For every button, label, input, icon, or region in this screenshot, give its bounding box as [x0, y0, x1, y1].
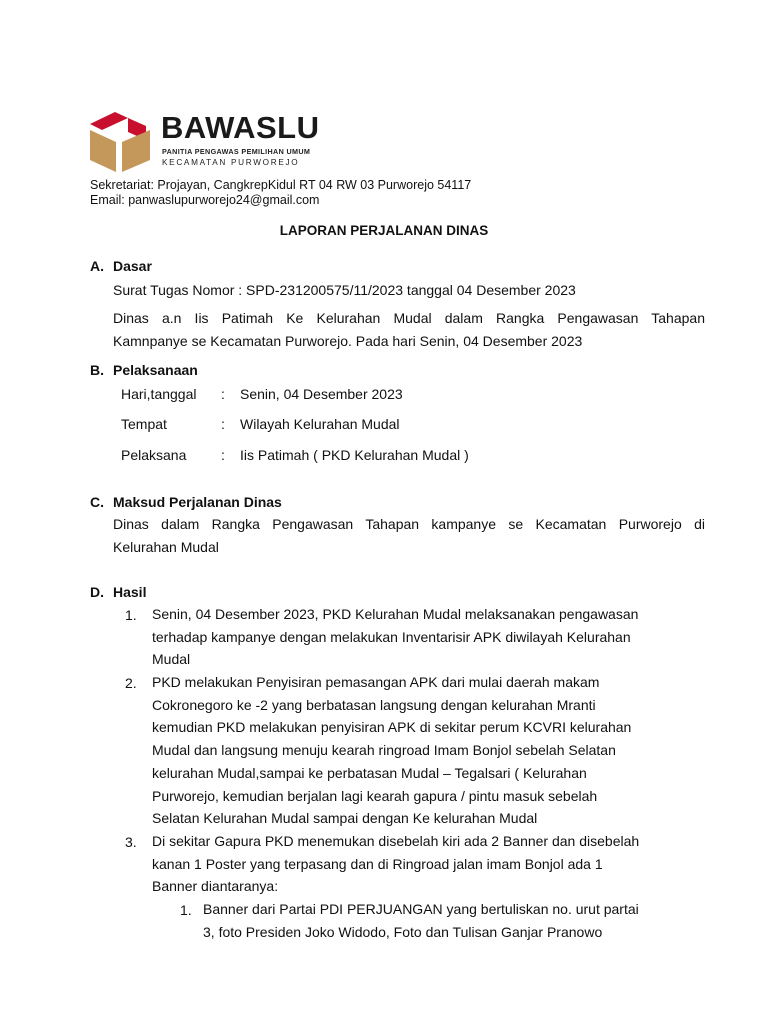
row-colon: :: [221, 447, 225, 463]
section-a-heading: [90, 258, 152, 274]
list-item-line: PKD melakukan Penyisiran pemasangan APK dari mulai daerah makam: [152, 674, 600, 690]
list-item-line: kelurahan Mudal,sampai ke perbatasan Mudal – Tegalsari ( Kelurahan: [152, 764, 587, 781]
row-label: Pelaksana: [121, 447, 187, 463]
section-title: Dasar: [113, 258, 152, 274]
list-item-line: Selatan Kelurahan Mudal sampai dengan Ke kelurahan Mudal: [152, 810, 538, 827]
row-colon: :: [221, 416, 225, 432]
email-line: Email: panwaslupurworejo24@gmail.com: [90, 193, 320, 207]
list-number: 1.: [125, 607, 137, 623]
logo-subtitle: PANITIA PENGAWAS PEMILIHAN UMUM: [162, 147, 311, 156]
row-value: Iis Patimah ( PKD Kelurahan Mudal ): [240, 447, 469, 463]
section-title: Hasil: [113, 584, 147, 600]
list-item: [152, 671, 712, 830]
row-value: Senin, 04 Desember 2023: [240, 386, 403, 402]
section-letter: C.: [90, 494, 104, 510]
list-item-line: terhadap kampanye dengan melakukan Inventarisir APK diwilayah Kelurahan: [152, 628, 631, 645]
list-item-line: Cokronegoro ke -2 yang berbatasan langsung dengan kelurahan Mranti: [152, 696, 596, 713]
row-label: Hari,tanggal: [121, 386, 197, 402]
address-line: Sekretariat: Projayan, CangkrepKidul RT 04 RW 03 Purworejo 54117: [90, 178, 472, 192]
paragraph-line: Kamnpanye se Kecamatan Purworejo. Pada hari Senin, 04 Desember 2023: [113, 333, 583, 349]
section-b-heading: [90, 362, 198, 378]
list-item-line: Purworejo, kemudian berjalan lagi kearah gapura / pintu masuk sebelah: [152, 787, 598, 804]
section-letter: B.: [90, 362, 104, 378]
list-item-line: Banner diantaranya:: [152, 878, 279, 895]
section-title: Pelaksanaan: [113, 362, 198, 378]
paragraph-line: Dinas a.n Iis Patimah Ke Kelurahan Mudal dalam Rangka Pengawasan Tahapan: [113, 310, 705, 326]
ballot-box-icon: [88, 110, 154, 174]
section-d-heading: [90, 584, 146, 600]
list-number: 3.: [125, 834, 137, 850]
section-a-paragraph: [113, 310, 705, 356]
logo-name: BAWASLU: [161, 110, 320, 145]
section-title: Maksud Perjalanan Dinas: [113, 494, 282, 510]
section-letter: D.: [90, 584, 104, 600]
list-item-line: kemudian PKD melakukan penyisiran APK di sekitar perum KCVRI kelurahan: [152, 719, 632, 736]
sub-list-item-line: Banner dari Partai PDI PERJUANGAN yang bertuliskan no. urut partai: [203, 901, 639, 917]
paragraph-line: Dinas dalam Rangka Pengawasan Tahapan kampanye se Kecamatan Purworejo di: [113, 516, 705, 532]
list-item-line: Mudal: [152, 651, 191, 668]
sub-list-item: [203, 898, 723, 944]
document-title: LAPORAN PERJALANAN DINAS: [279, 223, 489, 238]
paragraph-line: Kelurahan Mudal: [113, 539, 219, 555]
section-c-heading: [90, 494, 282, 510]
section-c-paragraph: [113, 516, 705, 562]
list-number: 2.: [125, 675, 137, 691]
list-item-line: Di sekitar Gapura PKD menemukan disebelah kiri ada 2 Banner dan disebelah: [152, 833, 640, 849]
bawaslu-logo: [88, 106, 348, 172]
row-value: Wilayah Kelurahan Mudal: [240, 416, 400, 432]
sub-list-number: 1.: [180, 902, 192, 918]
section-letter: A.: [90, 258, 104, 274]
list-item-line: Mudal dan langsung menuju kearah ringroad Imam Bonjol sebelah Selatan: [152, 742, 616, 759]
row-label: Tempat: [121, 416, 167, 432]
row-colon: :: [221, 386, 225, 402]
surat-tugas-line: Surat Tugas Nomor : SPD-231200575/11/2023 tanggal 04 Desember 2023: [113, 282, 576, 298]
list-item-line: kanan 1 Poster yang terpasang dan di Ringroad jalan imam Bonjol ada 1: [152, 855, 603, 872]
list-item-line: Senin, 04 Desember 2023, PKD Kelurahan Mudal melaksanakan pengawasan: [152, 606, 639, 622]
list-item: [152, 603, 712, 671]
list-item: [152, 830, 712, 898]
sub-list-item-line: 3, foto Presiden Joko Widodo, Foto dan Tulisan Ganjar Pranowo: [203, 924, 603, 940]
logo-district: KECAMATAN PURWOREJO: [162, 158, 300, 167]
